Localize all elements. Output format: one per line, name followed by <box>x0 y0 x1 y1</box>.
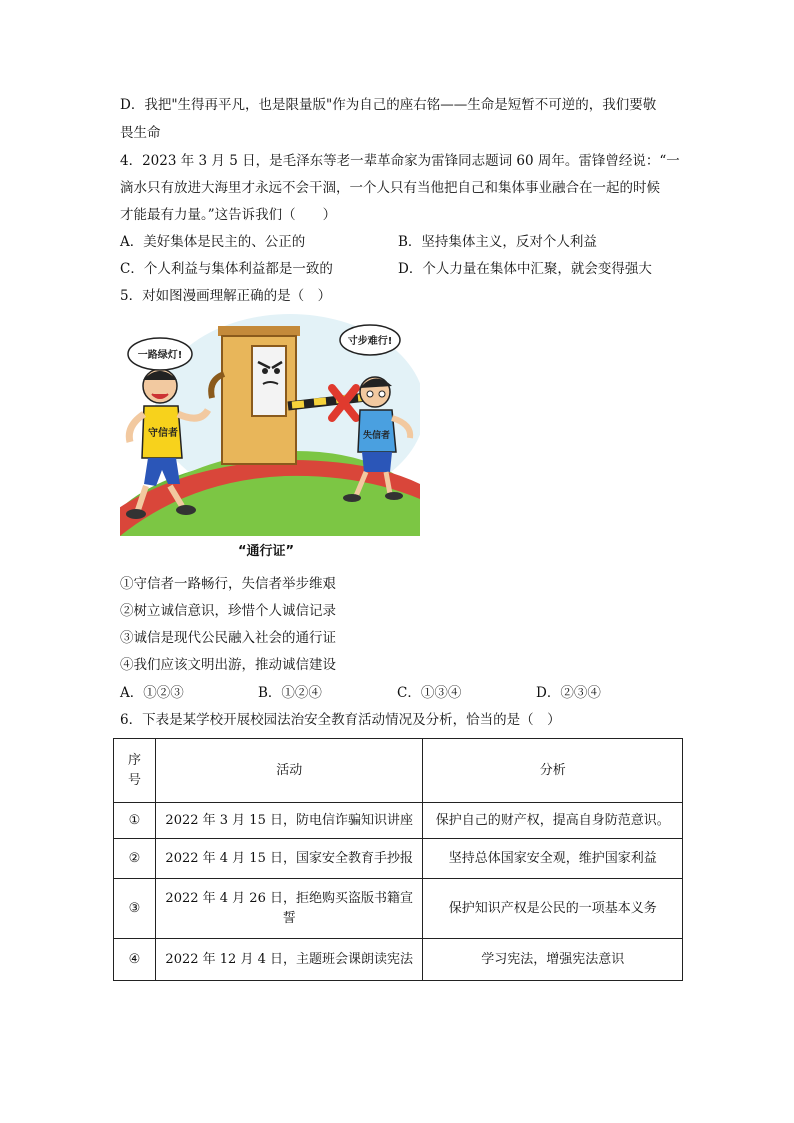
row-activity: 2022 年 3 月 15 日，防电信诈骗知识讲座 <box>155 803 423 839</box>
row-analysis: 保护自己的财产权，提高自身防范意识。 <box>423 803 683 839</box>
row-analysis: 学习宪法，增强宪法意识 <box>423 939 683 981</box>
table-row <box>114 939 683 981</box>
header-activity: 活动 <box>155 739 423 803</box>
table-row <box>114 879 683 939</box>
q5-option-a: A．①②③ <box>120 685 184 701</box>
row-activity: 2022 年 12 月 4 日，主题班会课朗读宪法 <box>155 939 423 981</box>
q5-option-d: D．②③④ <box>536 685 601 701</box>
cartoon-caption: “通行证” <box>238 544 295 559</box>
q5-option-c: C．①③④ <box>397 685 462 701</box>
row-number: ④ <box>114 939 156 981</box>
header-number <box>114 739 156 803</box>
question-6: 6．下表是某学校开展校园法治安全教育活动情况及分析，恰当的是（ ） <box>120 712 561 728</box>
header-number-line1: 序 <box>127 752 141 768</box>
statement-1: ①守信者一路畅行，失信者举步维艰 <box>120 576 336 592</box>
header-number-line2: 号 <box>127 772 141 788</box>
table-row <box>114 803 683 839</box>
table-header-row <box>114 739 683 803</box>
row-number: ③ <box>114 879 156 939</box>
option-d-line1: D．我把"生得再平凡，也是限量版"作为自己的座右铭——生命是短暂不可逆的，我们要敬 <box>120 97 657 113</box>
row-activity-line1: 2022 年 4 月 26 日，拒绝购买盗版书籍宣 <box>165 890 413 906</box>
cartoon-illustration <box>120 314 420 536</box>
right-bubble-text: 寸步难行! <box>347 336 393 347</box>
question-4-line1: 4．2023 年 3 月 5 日，是毛泽东等老一辈革命家为雷锋同志题词 60 周年。雷锋曾经说：“一 <box>120 153 680 169</box>
q5-option-b: B．①②④ <box>258 685 322 701</box>
header-analysis: 分析 <box>423 739 683 803</box>
question-5: 5．对如图漫画理解正确的是（ ） <box>120 288 332 304</box>
row-activity <box>155 879 423 939</box>
row-analysis: 保护知识产权是公民的一项基本义务 <box>423 879 683 939</box>
tollbooth <box>211 326 300 464</box>
activity-table <box>113 738 683 981</box>
statement-4: ④我们应该文明出游，推动诚信建设 <box>120 657 336 673</box>
statement-3: ③诚信是现代公民融入社会的通行证 <box>120 630 336 646</box>
q4-option-b: B．坚持集体主义，反对个人利益 <box>398 234 597 250</box>
row-number: ① <box>114 803 156 839</box>
dishonest-shirt-label: 失信者 <box>363 431 391 441</box>
honest-shirt-label: 守信者 <box>148 428 178 439</box>
question-4-line3: 才能最有力量。”这告诉我们（ ） <box>120 207 337 223</box>
option-d-line2: 畏生命 <box>120 125 161 141</box>
q4-option-c: C．个人利益与集体利益都是一致的 <box>120 261 333 277</box>
question-4-line2: 滴水只有放进大海里才永远不会干涸，一个人只有当他把自己和集体事业融合在一起的时候 <box>120 180 660 196</box>
left-bubble-text: 一路绿灯! <box>137 350 183 361</box>
table-row <box>114 839 683 879</box>
row-activity-line2: 誓 <box>282 910 296 926</box>
row-analysis: 坚持总体国家安全观，维护国家利益 <box>423 839 683 879</box>
q4-option-d: D．个人力量在集体中汇聚，就会变得强大 <box>398 261 652 277</box>
row-activity: 2022 年 4 月 15 日，国家安全教育手抄报 <box>155 839 423 879</box>
q4-option-a: A．美好集体是民主的、公正的 <box>120 234 306 250</box>
row-number: ② <box>114 839 156 879</box>
statement-2: ②树立诚信意识，珍惜个人诚信记录 <box>120 603 336 619</box>
